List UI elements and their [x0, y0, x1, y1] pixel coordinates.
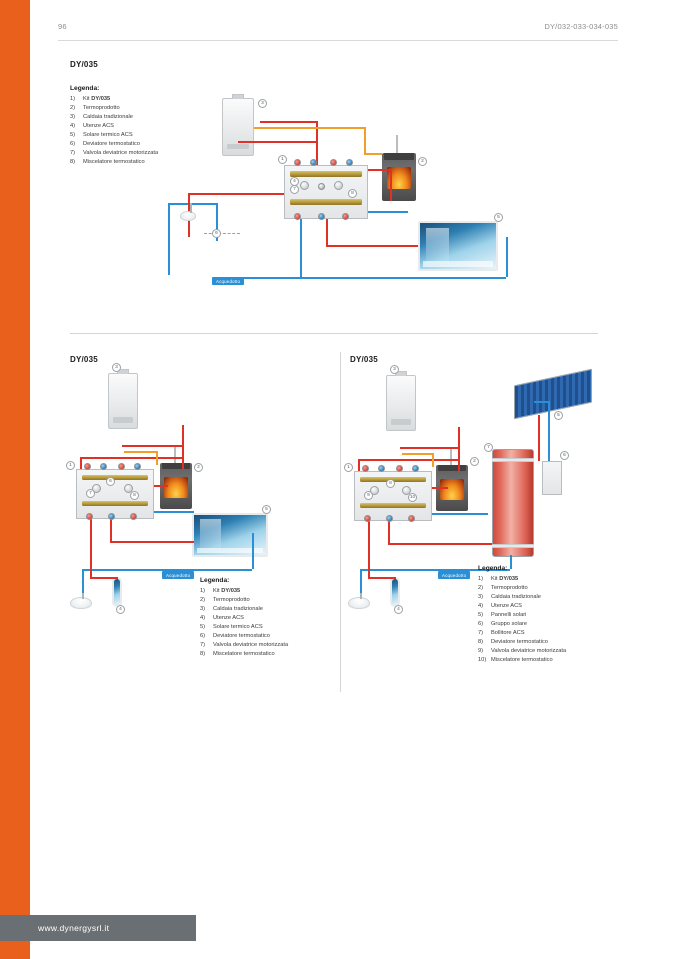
list-item: 2) Termoprodotto [478, 585, 528, 591]
solar-panel-icon [514, 369, 592, 420]
valve-icon [118, 463, 125, 470]
hot-pipe [154, 485, 168, 487]
cold-pipe [252, 533, 254, 569]
shower-icon [418, 221, 498, 271]
callout-1: 1 [66, 461, 75, 470]
callout-5: 5 [494, 213, 503, 222]
legend-top [70, 85, 158, 167]
list-item: 8) Miscelatore termostatico [200, 651, 275, 657]
solar-group-icon [542, 461, 562, 495]
manifold-icon [290, 171, 362, 177]
valve-icon [108, 513, 115, 520]
callout-7: 7 [290, 185, 299, 194]
callout-4: 4 [394, 605, 403, 614]
stove-fire-icon [164, 477, 187, 498]
manifold-icon [360, 503, 426, 508]
tap-icon [190, 203, 192, 213]
page-header [58, 22, 618, 40]
list-item: 4) Utenze ACS [200, 615, 244, 621]
valve-icon [346, 159, 353, 166]
valve-icon [330, 159, 337, 166]
hot-pipe [80, 457, 182, 459]
valve-icon [100, 463, 107, 470]
callout-5: 5 [554, 411, 563, 420]
hot-pipe [122, 445, 182, 447]
cold-pipe [154, 511, 194, 513]
gas-pipe [432, 453, 434, 467]
document-codes: DY/032-033-034-035 [544, 22, 618, 31]
dashed-connector [204, 233, 240, 234]
legend-title: Legenda: [478, 565, 508, 572]
callout-9: 9 [364, 491, 373, 500]
stove-cap-icon [438, 465, 466, 471]
list-item: 4) Utenze ACS [478, 603, 522, 609]
list-item: 5) Solare termico ACS [200, 624, 263, 630]
shower-icon [192, 513, 268, 557]
aqueduct-badge: Acquedotto [162, 571, 194, 579]
list-item: 7) Bollitore ACS [478, 630, 525, 636]
stove-icon [382, 153, 416, 201]
hot-pipe [90, 519, 92, 577]
hot-pipe [400, 447, 458, 449]
valve-icon [84, 463, 91, 470]
boiler-icon [386, 375, 416, 431]
callout-3: 3 [258, 99, 267, 108]
hot-pipe [388, 543, 492, 545]
callout-8: 8 [348, 189, 357, 198]
list-item: 1) Kit DY/035 [70, 96, 111, 102]
valve-icon [378, 465, 385, 472]
valve-icon [130, 513, 137, 520]
list-item: 5) Pannelli solari [478, 612, 527, 618]
callout-6: 6 [106, 477, 115, 486]
cold-pipe [168, 203, 170, 275]
valve-icon [408, 515, 415, 522]
hot-pipe [358, 459, 360, 471]
list-item: 1) Kit DY/035 [200, 588, 241, 594]
list-item: 1) Kit DY/035 [478, 576, 519, 582]
section-title-bottom-left: DY/035 [70, 355, 98, 364]
valve-icon [134, 463, 141, 470]
legend-bottom-right [478, 565, 566, 665]
legend-item-1: Kit DY/035 [491, 576, 519, 582]
list-item: 2) Termoprodotto [200, 597, 250, 603]
valve-icon [86, 513, 93, 520]
hot-pipe [368, 577, 396, 579]
callout-4: 4 [290, 177, 299, 186]
hot-pipe [260, 121, 316, 123]
callout-7: 7 [86, 489, 95, 498]
gas-pipe [124, 451, 156, 453]
callout-8: 8 [386, 479, 395, 488]
hot-pipe [538, 415, 540, 461]
manifold-icon [290, 199, 362, 205]
callout-5: 5 [262, 505, 271, 514]
cold-pipe [432, 513, 488, 515]
valve-icon [318, 213, 325, 220]
header-divider [58, 40, 618, 41]
legend-list [478, 575, 566, 665]
legend-list [200, 587, 288, 659]
section-title-top: DY/035 [70, 60, 98, 69]
page-accent-bar [0, 0, 30, 959]
callout-3: 3 [390, 365, 399, 374]
manifold-icon [82, 475, 148, 480]
sink-icon [180, 211, 196, 221]
legend-bottom-left [200, 577, 288, 659]
list-item: 2) Termoprodotto [70, 105, 120, 111]
column-divider [340, 352, 341, 692]
valve-icon [362, 465, 369, 472]
page-number: 96 [58, 22, 67, 31]
tank-band [492, 544, 534, 548]
manifold-icon [82, 501, 148, 506]
callout-8: 8 [130, 491, 139, 500]
gas-pipe [364, 153, 382, 155]
list-item: 3) Caldaia tradizionale [200, 606, 263, 612]
hot-pipe [182, 425, 184, 469]
callout-7: 7 [484, 443, 493, 452]
shower-tray-icon [423, 261, 493, 267]
list-item: 5) Solare termico ACS [70, 132, 133, 138]
cold-pipe [534, 401, 548, 403]
gas-pipe [364, 127, 366, 153]
hot-pipe [238, 141, 316, 143]
stove-flue-pipe [174, 447, 176, 463]
list-item: 4) Utenze ACS [70, 123, 114, 129]
sink-icon [70, 597, 92, 609]
hot-pipe [90, 577, 118, 579]
callout-10: 10 [409, 495, 416, 500]
boiler-flue-icon [232, 94, 244, 99]
legend-title: Legenda: [200, 577, 230, 584]
cold-pipe [548, 401, 550, 461]
list-item: 8) Miscelatore termostatico [70, 159, 145, 165]
hot-pipe [368, 521, 370, 577]
callout-6: 6 [212, 229, 221, 238]
hot-pipe [388, 521, 390, 543]
cold-pipe [368, 211, 408, 213]
page-footer [0, 915, 196, 941]
legend-title: Legenda: [70, 85, 100, 92]
list-item: 7) Valvola deviatrice motorizzata [200, 642, 289, 648]
hot-pipe [326, 245, 418, 247]
cold-pipe [506, 237, 508, 277]
callout-3: 3 [112, 363, 121, 372]
callout-1: 1 [278, 155, 287, 164]
gas-pipe [402, 453, 432, 455]
stove-flue-pipe [396, 135, 398, 153]
section-bottom-left-title-wrap [70, 355, 98, 364]
stove-flue-pipe [450, 449, 452, 465]
list-item: 6) Gruppo solare [478, 621, 528, 627]
callout-6: 6 [560, 451, 569, 460]
callout-1: 1 [344, 463, 353, 472]
cold-pipe [360, 569, 362, 593]
cold-pipe [300, 219, 302, 277]
valve-icon [318, 183, 325, 190]
callout-2: 2 [194, 463, 203, 472]
list-item: 10) Miscelatore termostatico [478, 657, 553, 663]
aqueduct-badge: Acquedotto [438, 571, 470, 579]
pump-icon [300, 181, 309, 190]
hot-pipe [188, 193, 284, 195]
callout-4: 4 [116, 605, 125, 614]
shower-glass-icon [200, 519, 222, 551]
stove-fire-icon [440, 479, 463, 500]
valve-icon [412, 465, 419, 472]
gas-pipe [156, 451, 158, 465]
section-bottom-right-title-wrap [350, 355, 378, 364]
valve-icon [396, 465, 403, 472]
sink-icon [348, 597, 370, 609]
hot-pipe [390, 169, 392, 201]
hot-pipe [110, 519, 112, 541]
section-top-title-wrap [70, 60, 98, 69]
storage-tank-icon [492, 449, 534, 557]
hot-pipe [110, 541, 194, 543]
valve-icon [386, 515, 393, 522]
list-item: 6) Deviatore termostatico [200, 633, 270, 639]
callout-2: 2 [470, 457, 479, 466]
cold-pipe [216, 277, 506, 279]
valve-icon [294, 159, 301, 166]
list-item: 6) Deviatore termostatico [70, 141, 140, 147]
hot-pipe [326, 219, 328, 245]
gas-pipe [254, 127, 364, 129]
cold-pipe [82, 569, 84, 593]
list-item: 7) Valvola deviatrice motorizzata [70, 150, 159, 156]
stove-cap-icon [384, 153, 414, 160]
hot-pipe [358, 459, 458, 461]
hot-pipe [80, 457, 82, 469]
valve-icon [294, 213, 301, 220]
boiler-icon [222, 98, 254, 156]
tank-band [492, 458, 534, 462]
boiler-icon [108, 373, 138, 429]
list-item: 3) Caldaia tradizionale [478, 594, 541, 600]
valve-icon [364, 515, 371, 522]
valve-icon [310, 159, 317, 166]
valve-icon [342, 213, 349, 220]
stove-cap-icon [162, 463, 190, 469]
shower-glass-icon [426, 228, 449, 265]
hand-shower-icon [112, 577, 122, 607]
legend-item-1: Kit DY/035 [83, 96, 111, 102]
section-divider [70, 333, 598, 334]
schematic-top [160, 95, 520, 295]
list-item: 3) Caldaia tradizionale [70, 114, 133, 120]
legend-list [70, 95, 158, 167]
callout-2: 2 [418, 157, 427, 166]
hot-pipe [368, 169, 390, 171]
legend-item-1: Kit DY/035 [213, 588, 241, 594]
hot-pipe [432, 487, 448, 489]
pump-icon [334, 181, 343, 190]
section-title-bottom-right: DY/035 [350, 355, 378, 364]
cold-pipe [168, 203, 216, 205]
footer-website: www.dynergysrl.it [38, 923, 110, 933]
hand-shower-icon [390, 577, 400, 607]
hot-pipe [458, 427, 460, 471]
list-item: 8) Deviatore termostatico [478, 639, 548, 645]
list-item: 9) Valvola deviatrice motorizzata [478, 648, 567, 654]
aqueduct-badge: Acquedotto [212, 277, 244, 285]
